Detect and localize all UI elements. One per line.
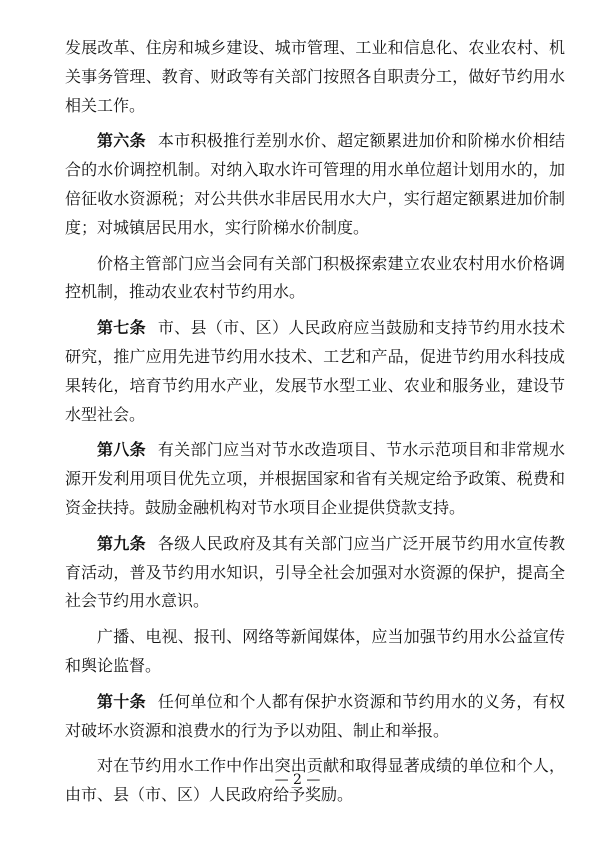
- article-paragraph: [65, 436, 565, 522]
- paragraph-text: 各级人民政府及其有关部门应当广泛开展节约用水宣传教育活动，普及节约用水知识，引导全社会加强对水资源的保护，提高全社会节约用水意识。: [65, 533, 565, 611]
- paragraph-text: 对在节约用水工作中作出突出贡献和取得显著成绩的单位和个人，由市、县（市、区）人民政府给予奖励。: [65, 756, 565, 805]
- paragraph: [65, 623, 565, 681]
- article-heading: 第十条: [97, 691, 146, 711]
- paragraph-text: 发展改革、住房和城乡建设、城市管理、工业和信息化、农业农村、机关事务管理、教育、财政等有关部门按照各自职责分工，做好节约用水相关工作。: [65, 38, 565, 115]
- paragraph: [65, 250, 565, 308]
- article-paragraph: [65, 530, 565, 616]
- document-page: [65, 34, 565, 817]
- article-heading: 第九条: [97, 533, 146, 553]
- paragraph-text: 本市积极推行差别水价、超定额累进加价和阶梯水价相结合的水价调控机制。对纳入取水许可管理的用水单位超计划用水的，加倍征收水资源税；对公共供水非居民用水大户，实行超定额累进加价制度；对城镇居民用水，实行阶梯水价制度。: [65, 131, 565, 237]
- article-heading: 第七条: [97, 318, 146, 338]
- paragraph-text: 广播、电视、报刊、网络等新闻媒体，应当加强节约用水公益宣传和舆论监督。: [65, 627, 565, 675]
- article-heading: 第六条: [97, 131, 146, 151]
- paragraph-text: 价格主管部门应当会同有关部门积极探索建立农业农村用水价格调控机制，推动农业农村节约用水。: [65, 253, 565, 302]
- paragraph-text: 有关部门应当对节水改造项目、节水示范项目和非常规水源开发利用项目优先立项，并根据国家和省有关规定给予政策、税费和资金扶持。鼓励金融机构对节水项目企业提供贷款支持。: [65, 440, 565, 517]
- article-heading: 第八条: [97, 440, 146, 460]
- paragraph-text: 任何单位和个人都有保护水资源和节约用水的义务，有权对破坏水资源和浪费水的行为予以劝阻、制止和举报。: [65, 691, 565, 740]
- article-paragraph: [65, 314, 565, 429]
- page-number: — 2 —: [274, 772, 321, 788]
- paragraph: [65, 34, 565, 120]
- article-paragraph: [65, 127, 565, 242]
- paragraph-text: 市、县（市、区）人民政府应当鼓励和支持节约用水技术研究，推广应用先进节约用水技术、工艺和产品，促进节约用水科技成果转化，培育节约用水产业，发展节水型工业、农业和服务业，建设节水型社会。: [65, 318, 565, 424]
- article-paragraph: [65, 688, 565, 746]
